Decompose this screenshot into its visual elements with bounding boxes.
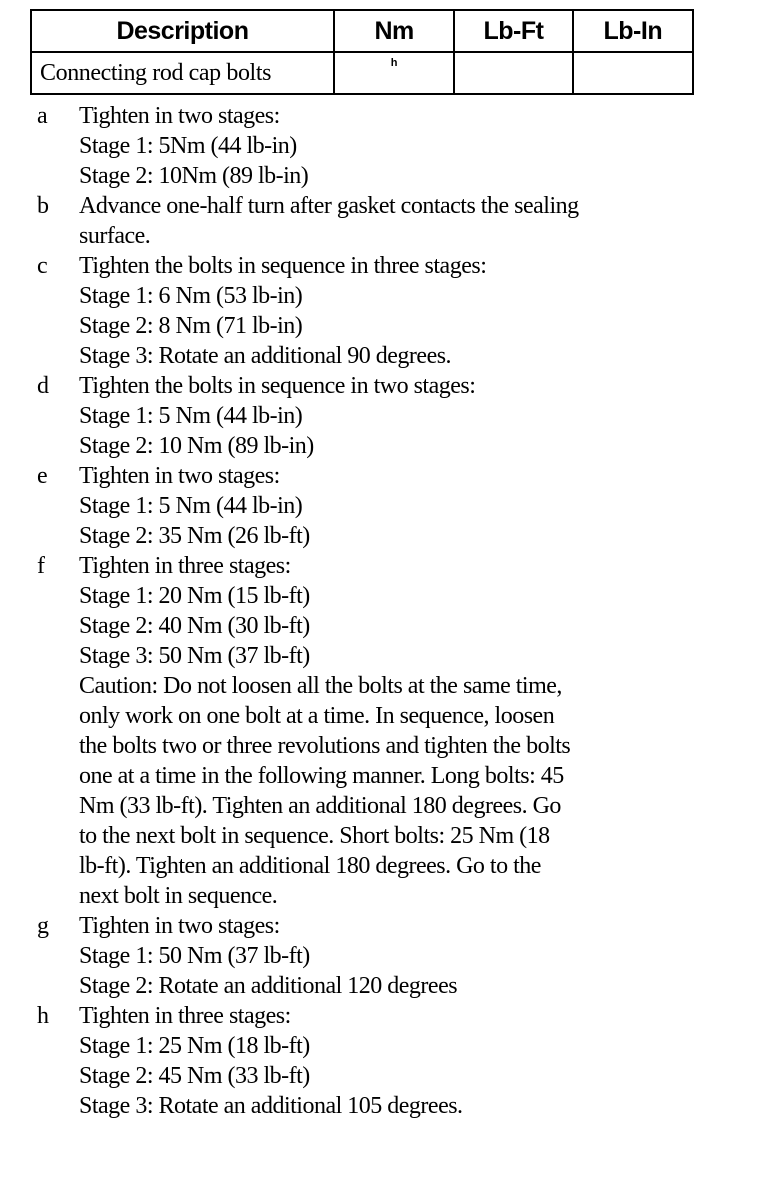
table-row: [31, 52, 693, 94]
footnote-line: Stage 1: 20 Nm (15 lb-ft): [79, 583, 310, 609]
footnote-letter: e: [37, 463, 48, 489]
footnote-line: Stage 2: 10Nm (89 lb-in): [79, 163, 309, 189]
footnotes-list: [0, 101, 768, 1121]
footnote-line: Stage 2: 45 Nm (33 lb-ft): [79, 1063, 310, 1089]
footnote-body: [79, 371, 689, 461]
header-lbin: Lb-In: [573, 10, 693, 52]
footnote-letter: c: [37, 253, 48, 279]
footnote-line: Stage 3: 50 Nm (37 lb-ft): [79, 643, 310, 669]
footnote-line: only work on one bolt at a time. In sequence, loosen: [79, 703, 555, 729]
cell-nm: [334, 52, 454, 94]
footnote-letter: b: [37, 193, 49, 219]
cell-nm-note-ref: h: [390, 57, 398, 69]
footnote-line: Stage 1: 50 Nm (37 lb-ft): [79, 943, 310, 969]
footnote-line: Stage 3: Rotate an additional 90 degrees.: [79, 343, 452, 369]
footnote-line: Stage 2: 10 Nm (89 lb-in): [79, 433, 314, 459]
footnote-line: Stage 3: Rotate an additional 105 degrees.: [79, 1093, 463, 1119]
footnote-line: Caution: Do not loosen all the bolts at the same time,: [79, 673, 562, 699]
footnote-line: next bolt in sequence.: [79, 883, 278, 909]
footnote-line: Tighten the bolts in sequence in two stages:: [79, 373, 476, 399]
footnote-line: to the next bolt in sequence. Short bolts: 25 Nm (18: [79, 823, 550, 849]
footnote-line: Tighten in two stages:: [79, 463, 280, 489]
footnote-line: Stage 1: 5Nm (44 lb-in): [79, 133, 297, 159]
footnote-line: Nm (33 lb-ft). Tighten an additional 180 degrees. Go: [79, 793, 561, 819]
footnote-line: Advance one-half turn after gasket contacts the sealing: [79, 193, 579, 219]
footnote-body: [79, 101, 689, 191]
footnote-letter: f: [37, 553, 45, 579]
footnote-line: Tighten in two stages:: [79, 103, 280, 129]
footnote-line: one at a time in the following manner. Long bolts: 45: [79, 763, 564, 789]
footnote-letter: g: [37, 913, 49, 939]
table-header-row: [31, 10, 693, 52]
footnote-body: [79, 1001, 689, 1121]
footnote-f: [0, 551, 768, 911]
footnote-body: [79, 191, 689, 251]
header-lbft: Lb-Ft: [454, 10, 572, 52]
footnote-letter: d: [37, 373, 49, 399]
footnote-line: Stage 1: 5 Nm (44 lb-in): [79, 403, 303, 429]
footnote-letter: a: [37, 103, 48, 129]
footnote-b: [0, 191, 768, 251]
footnote-body: [79, 551, 689, 911]
footnote-body: [79, 911, 689, 1001]
footnote-line: Tighten in two stages:: [79, 913, 280, 939]
footnote-line: Stage 2: 40 Nm (30 lb-ft): [79, 613, 310, 639]
footnote-d: [0, 371, 768, 461]
header-description: Description: [31, 10, 334, 52]
footnote-line: surface.: [79, 223, 151, 249]
footnote-line: Tighten in three stages:: [79, 553, 291, 579]
footnote-line: Tighten the bolts in sequence in three stages:: [79, 253, 487, 279]
footnote-body: [79, 461, 689, 551]
footnote-g: [0, 911, 768, 1001]
torque-spec-table: [30, 9, 694, 95]
footnote-line: the bolts two or three revolutions and tighten the bolts: [79, 733, 571, 759]
footnote-line: Stage 1: 6 Nm (53 lb-in): [79, 283, 303, 309]
footnote-line: Stage 2: Rotate an additional 120 degrees: [79, 973, 458, 999]
footnote-h: [0, 1001, 768, 1121]
footnote-line: lb-ft). Tighten an additional 180 degrees. Go to the: [79, 853, 541, 879]
footnote-e: [0, 461, 768, 551]
footnote-line: Stage 2: 8 Nm (71 lb-in): [79, 313, 303, 339]
footnote-a: [0, 101, 768, 191]
footnote-letter: h: [37, 1003, 49, 1029]
footnote-line: Stage 1: 25 Nm (18 lb-ft): [79, 1033, 310, 1059]
footnote-line: Stage 2: 35 Nm (26 lb-ft): [79, 523, 310, 549]
footnote-body: [79, 251, 689, 371]
header-nm: Nm: [334, 10, 454, 52]
cell-lbft: [454, 52, 572, 94]
cell-lbin: [573, 52, 693, 94]
footnote-line: Stage 1: 5 Nm (44 lb-in): [79, 493, 303, 519]
footnote-c: [0, 251, 768, 371]
footnote-line: Tighten in three stages:: [79, 1003, 291, 1029]
cell-description: Connecting rod cap bolts: [31, 52, 334, 94]
